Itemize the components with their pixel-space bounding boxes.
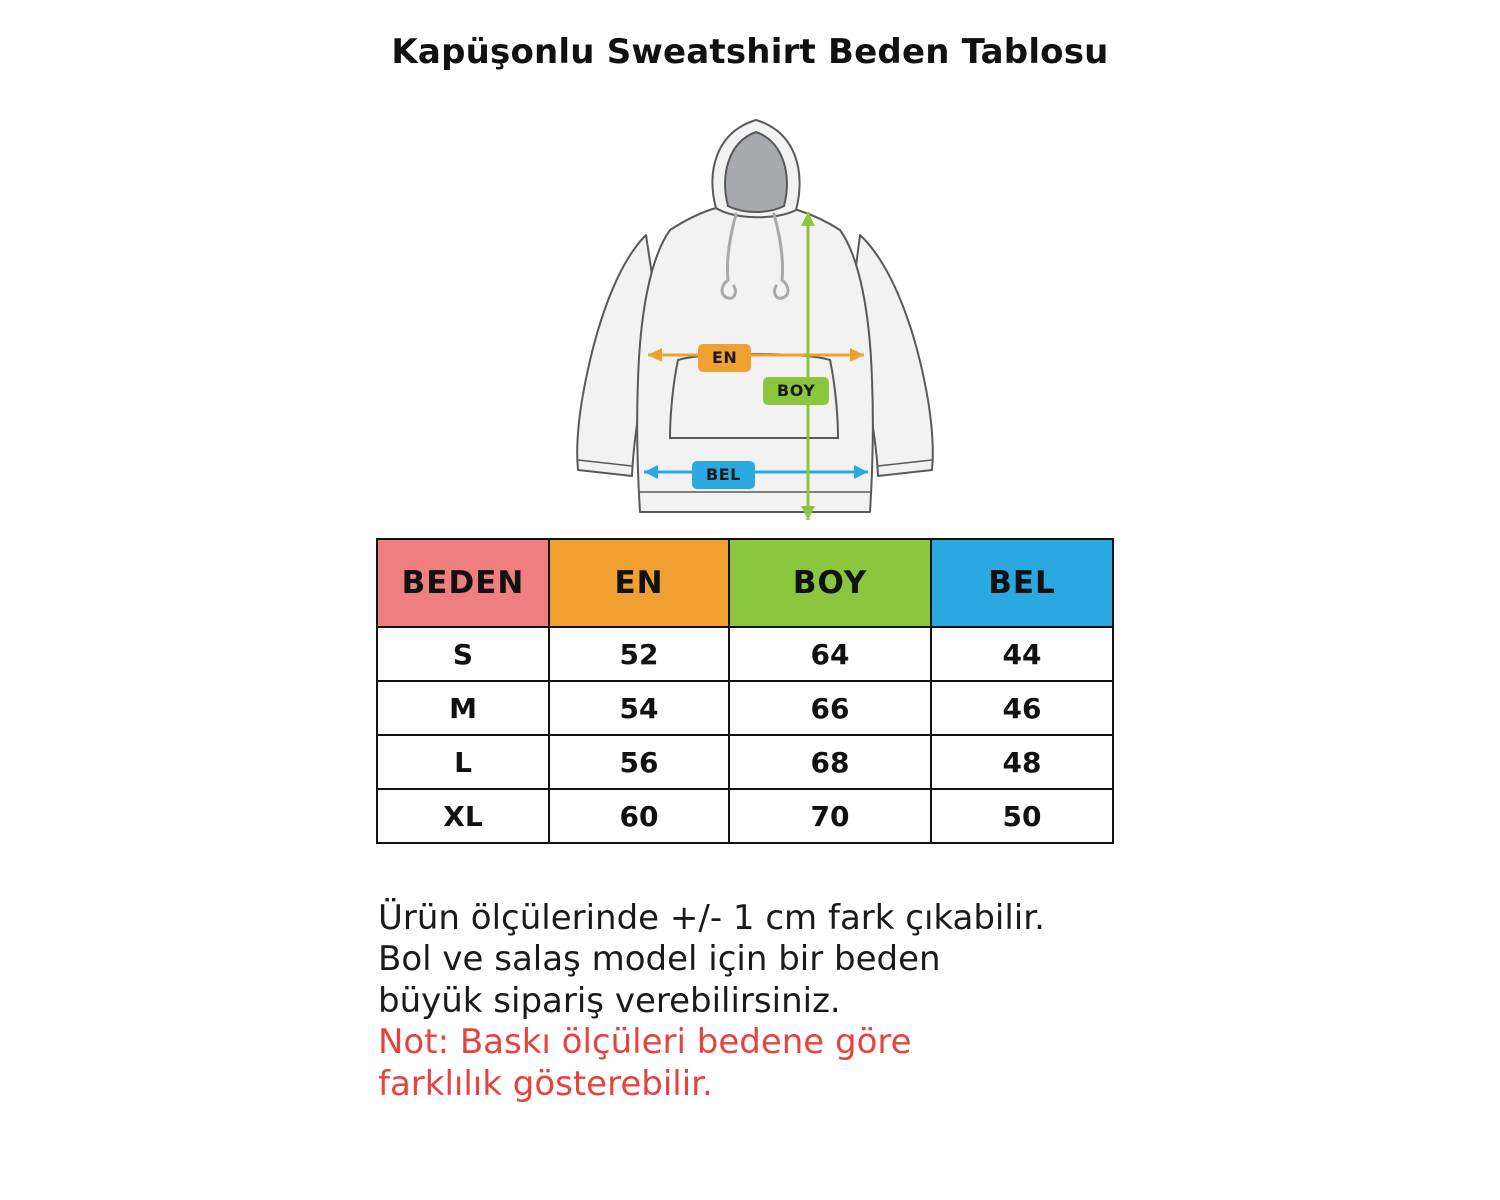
column-header-beden: BEDEN [377, 539, 549, 627]
hoodie-illustration-svg [520, 80, 1040, 530]
note-print-line1: Not: Baskı ölçüleri bedene göre [378, 1022, 912, 1063]
cell-en: 56 [549, 735, 729, 789]
note-fit-line2: büyük sipariş verebilirsiniz. [378, 980, 841, 1021]
table-header-row [377, 539, 1113, 627]
cell-en: 52 [549, 627, 729, 681]
cell-boy: 66 [729, 681, 931, 735]
cell-bel: 44 [931, 627, 1113, 681]
cell-bel: 48 [931, 735, 1113, 789]
cell-en: 60 [549, 789, 729, 843]
page-title: Kapüşonlu Sweatshirt Beden Tablosu [391, 32, 1109, 72]
table-row [377, 735, 1113, 789]
column-header-boy: BOY [729, 539, 931, 627]
note-tolerance: Ürün ölçülerinde +/- 1 cm fark çıkabilir. [378, 898, 1045, 938]
column-header-en: EN [549, 539, 729, 627]
column-header-bel: BEL [931, 539, 1113, 627]
note-fit-line1: Bol ve salaş model için bir beden [378, 939, 941, 980]
label-bel: BEL [692, 461, 755, 489]
table-row [377, 789, 1113, 843]
table-row [377, 627, 1113, 681]
note-print-line2: farklılık gösterebilir. [378, 1063, 713, 1104]
notes-block [378, 898, 1438, 1105]
cell-boy: 70 [729, 789, 931, 843]
cell-bel: 46 [931, 681, 1113, 735]
hoodie-diagram [520, 80, 1040, 530]
cell-boy: 64 [729, 627, 931, 681]
cell-bel: 50 [931, 789, 1113, 843]
table-row [377, 681, 1113, 735]
cell-boy: 68 [729, 735, 931, 789]
size-table [376, 538, 1114, 844]
cell-size: XL [377, 789, 549, 843]
cell-size: M [377, 681, 549, 735]
label-boy: BOY [763, 377, 829, 405]
label-en: EN [698, 344, 751, 372]
cell-en: 54 [549, 681, 729, 735]
cell-size: S [377, 627, 549, 681]
cell-size: L [377, 735, 549, 789]
